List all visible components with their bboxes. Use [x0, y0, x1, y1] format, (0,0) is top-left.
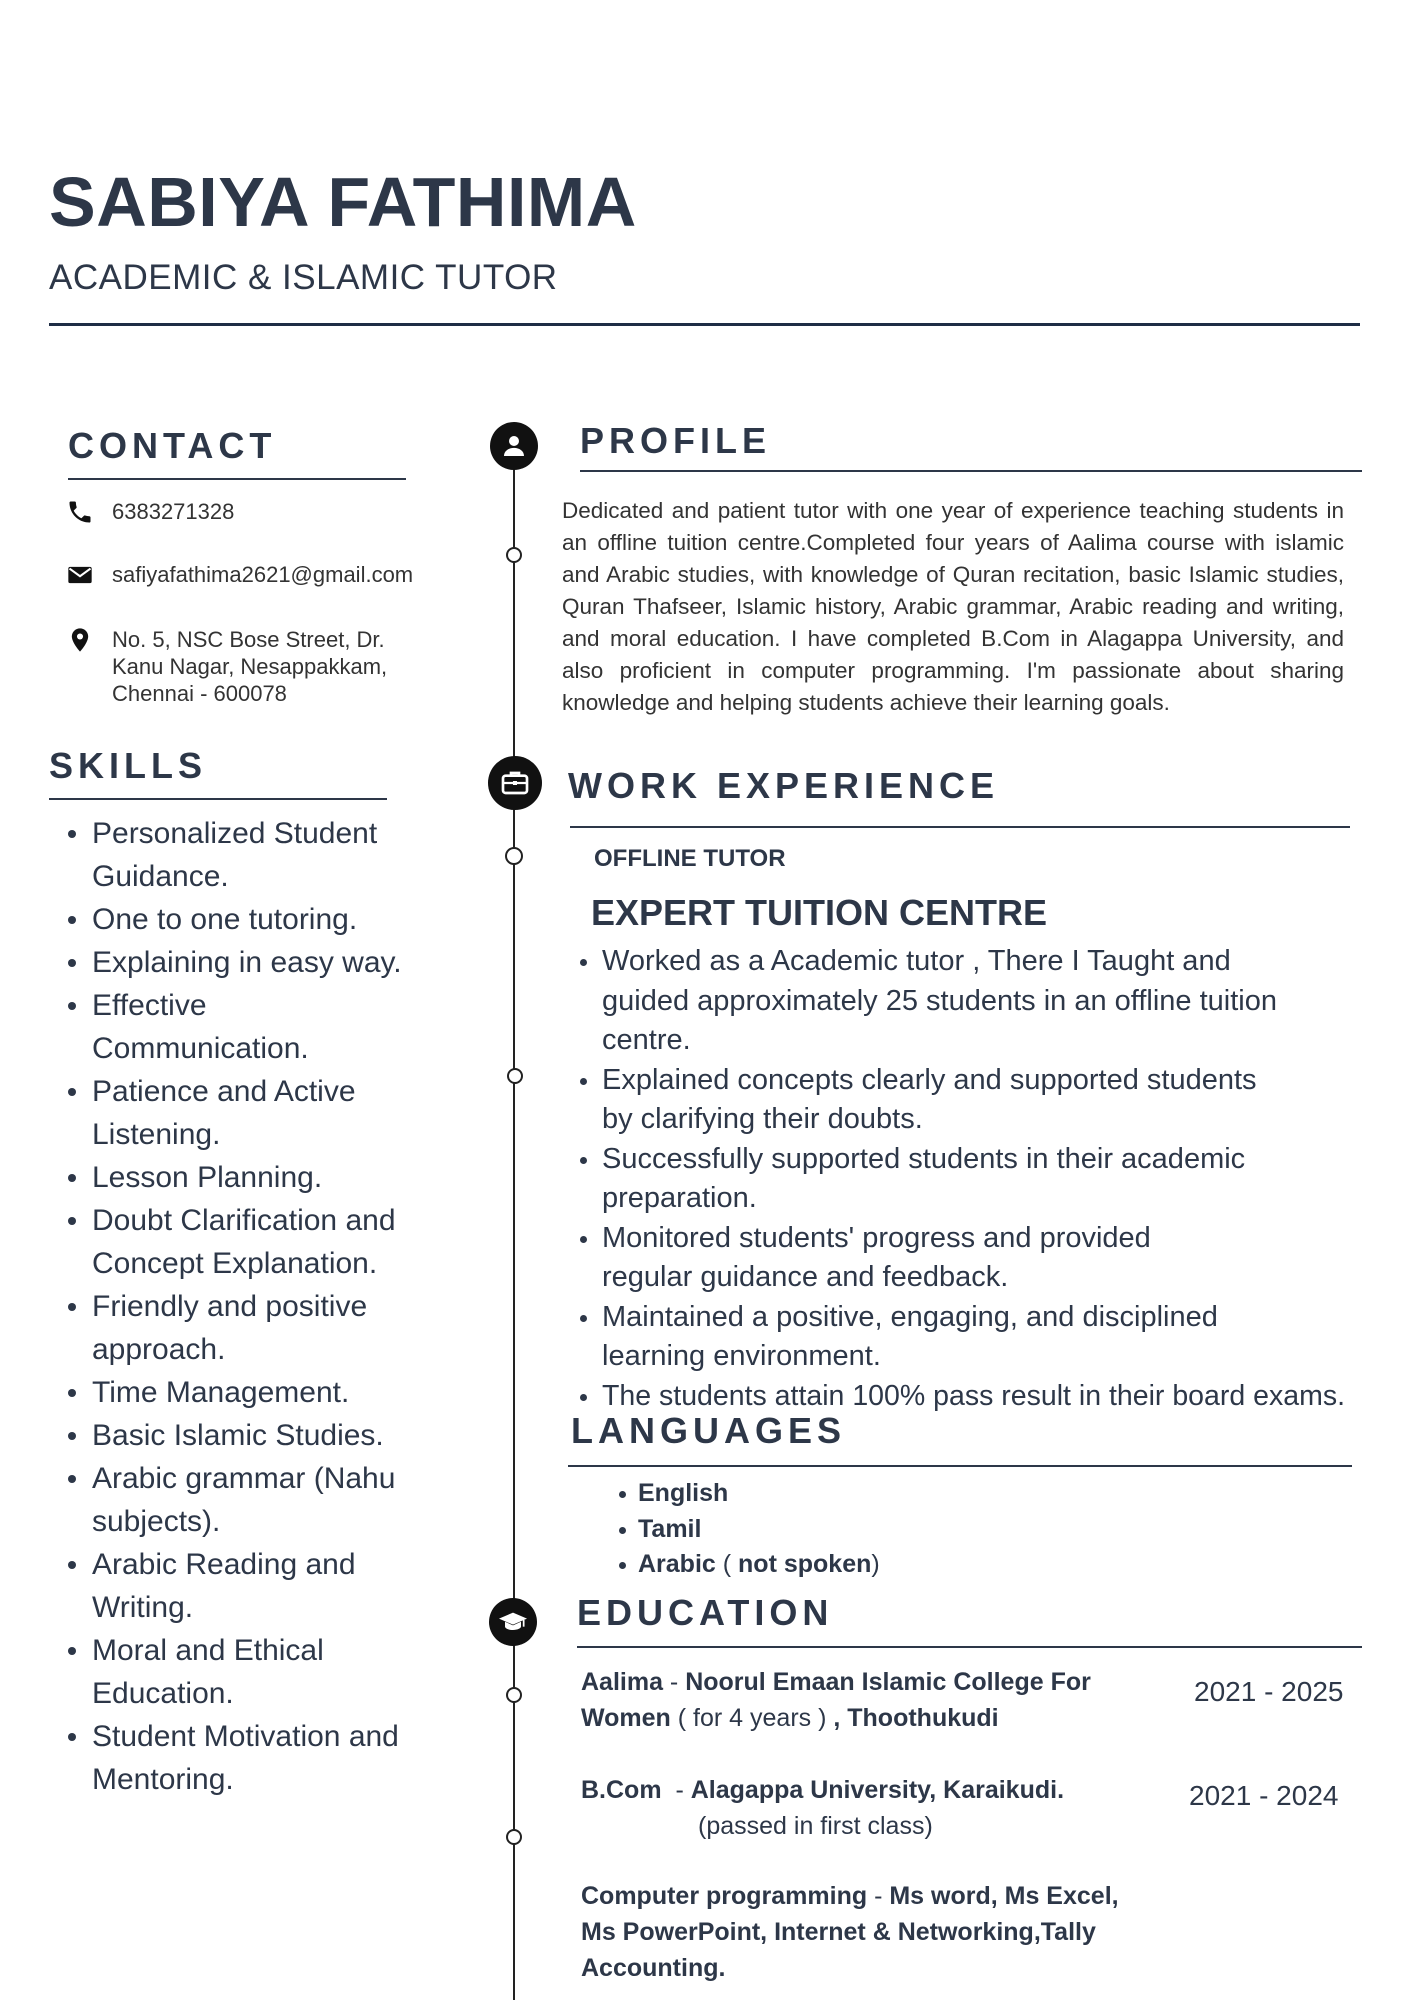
job-company: EXPERT TUITION CENTRE	[591, 892, 1048, 933]
skill-item: Lesson Planning.	[50, 1156, 420, 1199]
contact-email	[66, 561, 416, 589]
timeline-line	[513, 445, 515, 2000]
skill-item: Arabic Reading and Writing.	[50, 1543, 420, 1629]
work-rule	[570, 826, 1350, 828]
address-line: Chennai - 600078	[112, 681, 287, 706]
skill-item: Patience and Active Listening.	[50, 1070, 420, 1156]
languages-list	[617, 1476, 1017, 1583]
work-bullet: Maintained a positive, engaging, and disciplined learning environment.	[578, 1298, 1368, 1377]
phone-icon	[66, 498, 94, 526]
language-note-close: )	[871, 1550, 880, 1578]
email-icon	[66, 561, 94, 589]
skill-item: Doubt Clarification and Concept Explanation.	[50, 1199, 420, 1285]
education-years: 2021 - 2024	[1189, 1780, 1339, 1811]
address-line: No. 5, NSC Bose Street, Dr.	[112, 627, 385, 652]
candidate-name: SABIYA FATHIMA	[49, 163, 637, 241]
header-divider	[49, 323, 1360, 326]
language-note: not spoken	[738, 1550, 872, 1578]
languages-rule	[568, 1465, 1352, 1467]
job-title: OFFLINE TUTOR	[594, 845, 786, 872]
work-bullet: Worked as a Academic tutor , There I Taught and guided approximately 25 students in an offline tuition centre.	[578, 942, 1368, 1061]
address-line: Kanu Nagar, Nesappakkam,	[112, 654, 388, 679]
skill-item: Explaining in easy way.	[50, 941, 420, 984]
skills-rule	[49, 798, 387, 800]
education-details: Accounting.	[581, 1954, 726, 1982]
language-note-open: (	[715, 1550, 739, 1578]
language-name: Arabic	[638, 1550, 716, 1578]
contact-phone	[66, 498, 416, 526]
education-note: ( for 4 years )	[670, 1704, 834, 1732]
education-institution: Alagappa University	[690, 1776, 930, 1804]
timeline-dot	[505, 847, 523, 865]
contact-address	[66, 626, 416, 707]
skill-item: Moral and Ethical Education.	[50, 1629, 420, 1715]
skill-item: Arabic grammar (Nahu subjects).	[50, 1457, 420, 1543]
education-separator: -	[661, 1776, 691, 1804]
timeline-dot	[506, 1687, 522, 1703]
work-bullet: Explained concepts clearly and supported students by clarifying their doubts.	[578, 1061, 1368, 1140]
skill-item: Basic Islamic Studies.	[50, 1414, 420, 1457]
work-bullet: The students attain 100% pass result in their board exams.	[578, 1377, 1368, 1417]
skill-item: One to one tutoring.	[50, 898, 420, 941]
languages-heading: LANGUAGES	[571, 1410, 847, 1451]
education-degree: B.Com	[581, 1776, 662, 1804]
contact-rule	[68, 478, 406, 480]
timeline-profile-marker	[490, 422, 538, 470]
phone-text: 6383271328	[112, 499, 235, 524]
location-pin-icon	[66, 626, 94, 654]
education-details: Ms word, Ms Excel,	[889, 1882, 1119, 1910]
skill-item: Effective Communication.	[50, 984, 420, 1070]
briefcase-icon	[499, 767, 531, 799]
candidate-role: ACADEMIC & ISLAMIC TUTOR	[49, 258, 558, 297]
skill-item: Time Management.	[50, 1371, 420, 1414]
language-item	[617, 1476, 1017, 1512]
profile-heading: PROFILE	[580, 420, 772, 461]
contact-heading: CONTACT	[68, 425, 277, 466]
language-name: Tamil	[638, 1514, 702, 1543]
education-note: (passed in first class)	[698, 1812, 933, 1840]
education-institution: Noorul Emaan Islamic College For	[685, 1668, 1091, 1696]
language-item	[617, 1512, 1017, 1548]
profile-text: Dedicated and patient tutor with one year of experience teaching students in an offline tuition centre.Completed four years of Aalima course with islamic and Arabic studies, with knowledge of Quran recitation, basic Islamic studies, Quran Thafseer, Islamic history, Arabic grammar, Arabic reading and writing, and moral education. I have completed B.Com in Alagappa University, and also proficient in computer programming. I'm passionate about sharing knowledge and helping students achieve their learning goals.	[562, 498, 1344, 715]
work-heading: WORK EXPERIENCE	[568, 765, 1000, 806]
education-separator: -	[662, 1668, 686, 1696]
graduation-cap-icon	[497, 1606, 529, 1638]
skills-list	[50, 812, 420, 1801]
work-bullet: Monitored students' progress and provided regular guidance and feedback.	[578, 1219, 1368, 1298]
timeline-dot	[506, 547, 522, 563]
skill-item: Student Motivation and Mentoring.	[50, 1715, 420, 1801]
language-item	[617, 1547, 1017, 1583]
work-bullet: Successfully supported students in their academic preparation.	[578, 1140, 1368, 1219]
education-place: , Thoothukudi	[833, 1704, 999, 1732]
education-place: , Karaikudi.	[929, 1776, 1065, 1804]
address-text	[112, 626, 387, 707]
timeline-dot	[507, 1068, 523, 1084]
skill-item: Personalized Student Guidance.	[50, 812, 420, 898]
skills-heading: SKILLS	[49, 745, 208, 786]
timeline-work-marker	[488, 756, 542, 810]
language-name: English	[638, 1479, 729, 1507]
email-text: safiyafathima2621@gmail.com	[112, 562, 414, 587]
education-separator: -	[867, 1882, 890, 1910]
education-degree: Computer programming	[581, 1882, 868, 1910]
education-years: 2021 - 2025	[1194, 1676, 1344, 1707]
education-heading: EDUCATION	[577, 1592, 834, 1633]
timeline-dot	[506, 1829, 522, 1845]
education-degree: Aalima	[581, 1668, 663, 1696]
timeline-education-marker	[489, 1598, 537, 1646]
education-entry-bcom	[581, 1772, 1141, 1844]
profile-rule	[580, 470, 1362, 472]
education-rule	[577, 1646, 1362, 1648]
education-entry-aalima	[581, 1664, 1141, 1736]
education-institution: Women	[581, 1704, 671, 1732]
education-details: Ms PowerPoint, Internet & Networking,Tally	[581, 1918, 1096, 1946]
education-entry-computer	[581, 1878, 1221, 1986]
work-bullets	[578, 942, 1368, 1416]
user-icon	[499, 431, 529, 461]
skill-item: Friendly and positive approach.	[50, 1285, 420, 1371]
